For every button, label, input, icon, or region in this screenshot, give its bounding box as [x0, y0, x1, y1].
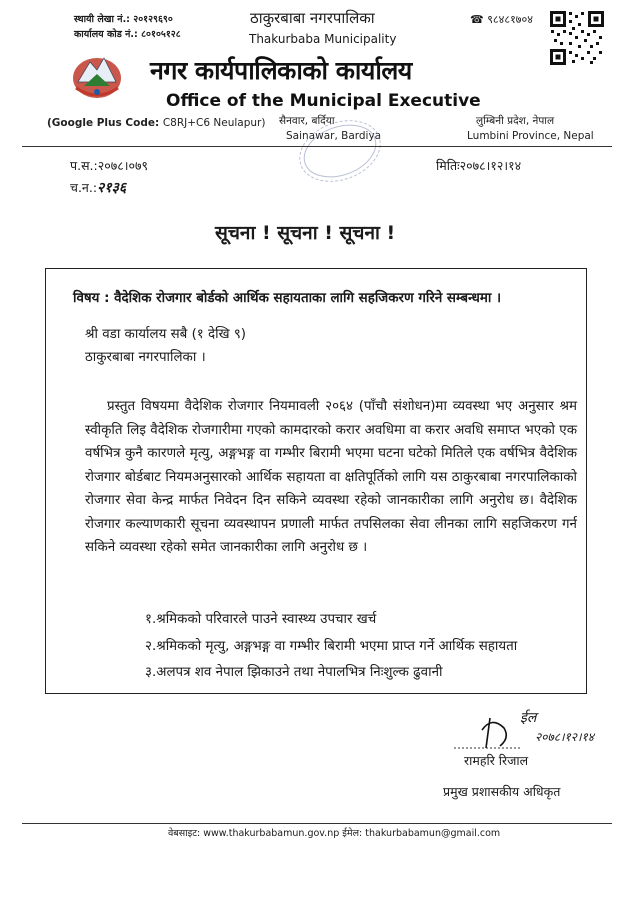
reference-number: प.स.:२०७८।०७९ [70, 158, 148, 173]
recipient-line-2: ठाकुरबाबा नगरपालिका । [85, 350, 206, 365]
plus-code-label: (Google Plus Code: [47, 117, 160, 129]
pan-number: स्थायी लेखा नं.: २०१२९६९० [74, 14, 173, 25]
municipality-name-np: ठाकुरबाबा नगरपालिका [250, 9, 375, 27]
list-item: २.श्रमिकको मृत्यु, अङ्गभङ्ग वा गम्भीर बिरामी भएमा प्राप्त गर्ने आर्थिक सहायता [145, 639, 518, 654]
plus-code [47, 117, 265, 129]
subject-line: विषय : वैदेशिक रोजगार बोर्डको आर्थिक सहायताका लागि सहजिकरण गरिने सम्बन्धमा । [73, 291, 502, 306]
dispatch-number-value: २१३६ [97, 180, 127, 196]
footer-contact: वेबसाइट: www.thakurbabamun.gov.np ईमेल: thakurbabamun@gmail.com [168, 828, 501, 839]
notice-heading: सूचना ! सूचना ! सूचना ! [215, 222, 396, 244]
dispatch-number-label: च.न.: [70, 180, 98, 195]
header-divider [22, 146, 612, 147]
footer-divider [22, 823, 612, 824]
dispatch-number [70, 178, 126, 197]
letter-date: मितिः२०७८।१२।१४ [436, 158, 522, 173]
signature-scribble: ईल [520, 710, 537, 726]
municipality-name-en: Thakurbaba Municipality [249, 32, 397, 46]
signatory-name: रामहरि रिजाल [464, 753, 529, 768]
address-np: सैनवार, बर्दिया [279, 115, 335, 127]
signatory-title: प्रमुख प्रशासकीय अधिकृत [443, 784, 561, 799]
recipient-line-1: श्री वडा कार्यालय सबै (१ देखि ९) [85, 327, 247, 342]
office-title-en: Office of the Municipal Executive [166, 91, 481, 111]
address-en: Sainawar, Bardiya [286, 130, 382, 142]
province-en: Lumbini Province, Nepal [467, 130, 594, 142]
signature-date: २०७८।१२।१४ [535, 730, 595, 744]
office-code: कार्यालय कोड नं.: ८०१०५१२८ [74, 29, 181, 40]
province-np: लुम्बिनी प्रदेश, नेपाल [476, 115, 555, 127]
plus-code-value: C8RJ+C6 Neulapur) [162, 117, 266, 129]
body-paragraph: प्रस्तुत विषयमा वैदेशिक रोजगार नियमावली २०६४ (पाँचौ संशोधन)मा व्यवस्था भए अनुसार श्रम स्वीकृति लिइ वैदेशिक रोजगारीमा गएको कामदारको करार अवधिमा वा करार अवधि समाप्त भएको एक वर्षभित्र कुनै कारणले मृत्यु, अङ्गभङ्ग वा गम्भीर बिरामी भएमा घटना घटेको मितिले एक वर्षभित्र वैदेशिक रोजगार बोर्डबाट नियमअनुसारको आर्थिक सहायता वा क्षतिपूर्तिको लागि यस ठाकुरबाबा नगरपालिकाको रोजगार सेवा केन्द्र मार्फत निवेदन दिन सकिने व्यवस्था रहेको जानकारीका लागि अनुरोध छ। वैदेशिक रोजगार कल्याणकारी सूचना व्यवस्थापन प्रणाली मार्फत तपसिलका सेवा लीनका लागि सहजिकरण गर्न सकिने व्यवस्था रहेको समेत जानकारीका लागि अनुरोध छ । [85, 399, 577, 555]
qr-code [549, 10, 605, 66]
list-item: १.श्रमिकको परिवारले पाउने स्वास्थ्य उपचार खर्च [145, 612, 377, 627]
nepal-emblem-icon [70, 48, 124, 102]
phone-number: ☎ ९८४८१७०४ [470, 13, 533, 26]
list-item: ३.अलपत्र शव नेपाल झिकाउने तथा नेपालभित्र निःशुल्क ढुवानी [145, 665, 443, 680]
office-title-np: नगर कार्यपालिकाको कार्यालय [150, 56, 412, 85]
